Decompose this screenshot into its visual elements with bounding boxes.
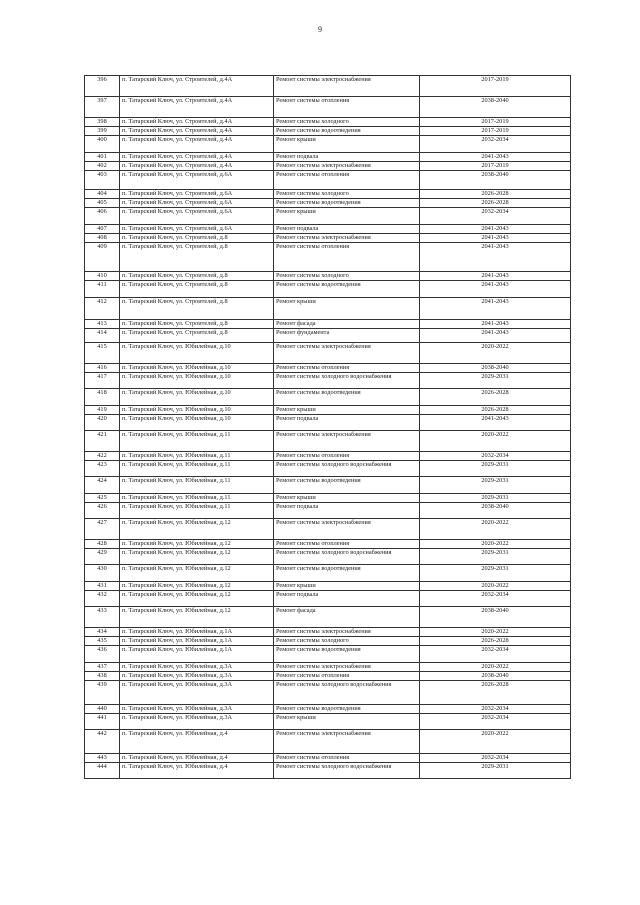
work-type-cell: Ремонт системы отопления: [274, 672, 420, 681]
table-row: [85, 76, 571, 97]
work-type-cell: Ремонт фасада: [274, 320, 420, 329]
table-row: [85, 208, 571, 225]
work-type-cell: Ремонт системы холодного водоснабжения: [274, 461, 420, 477]
row-number-cell: 431: [85, 582, 120, 591]
work-type-cell: Ремонт системы электроснабжения: [274, 663, 420, 672]
row-number-cell: 434: [85, 628, 120, 637]
address-cell: п. Татарский Ключ, ул. Юбилейная, д.4: [120, 730, 274, 754]
table-row: [85, 477, 571, 494]
row-number-cell: 428: [85, 540, 120, 549]
period-cell: 2029-2031: [420, 373, 571, 389]
work-type-cell: Ремонт системы холодного водоснабжения: [274, 549, 420, 565]
address-cell: п. Татарский Ключ, ул. Строителей, д.8: [120, 329, 274, 343]
table-row: [85, 540, 571, 549]
row-number-cell: 416: [85, 364, 120, 373]
row-number-cell: 405: [85, 199, 120, 208]
work-type-cell: Ремонт подвала: [274, 503, 420, 519]
table-row: [85, 672, 571, 681]
row-number-cell: 417: [85, 373, 120, 389]
table-row: [85, 118, 571, 127]
table-row: [85, 582, 571, 591]
work-type-cell: Ремонт системы отопления: [274, 97, 420, 118]
repair-schedule-table: [84, 75, 571, 779]
address-cell: п. Татарский Ключ, ул. Юбилейная, д.11: [120, 477, 274, 494]
address-cell: п. Татарский Ключ, ул. Юбилейная, д.11: [120, 452, 274, 461]
period-cell: 2029-2031: [420, 763, 571, 779]
row-number-cell: 442: [85, 730, 120, 754]
address-cell: п. Татарский Ключ, ул. Юбилейная, д.10: [120, 389, 274, 406]
address-cell: п. Татарский Ключ, ул. Строителей, д.6А: [120, 171, 274, 190]
period-cell: 2026-2028: [420, 199, 571, 208]
row-number-cell: 436: [85, 646, 120, 663]
work-type-cell: Ремонт подвала: [274, 225, 420, 234]
table-row: [85, 705, 571, 714]
period-cell: 2029-2031: [420, 461, 571, 477]
period-cell: 2020-2022: [420, 582, 571, 591]
address-cell: п. Татарский Ключ, ул. Строителей, д.8: [120, 243, 274, 272]
address-cell: п. Татарский Ключ, ул. Юбилейная, д.10: [120, 406, 274, 415]
work-type-cell: Ремонт системы холодного: [274, 637, 420, 646]
table-row: [85, 461, 571, 477]
work-type-cell: Ремонт системы электроснабжения: [274, 431, 420, 452]
period-cell: 2020-2022: [420, 540, 571, 549]
address-cell: п. Татарский Ключ, ул. Юбилейная, д.11: [120, 461, 274, 477]
work-type-cell: Ремонт крыши: [274, 406, 420, 415]
period-cell: 2041-2043: [420, 415, 571, 431]
row-number-cell: 402: [85, 162, 120, 171]
table-row: [85, 281, 571, 298]
row-number-cell: 425: [85, 494, 120, 503]
table-row: [85, 320, 571, 329]
table-row: [85, 549, 571, 565]
period-cell: 2041-2043: [420, 225, 571, 234]
row-number-cell: 412: [85, 298, 120, 320]
row-number-cell: 426: [85, 503, 120, 519]
address-cell: п. Татарский Ключ, ул. Юбилейная, д.11: [120, 431, 274, 452]
address-cell: п. Татарский Ключ, ул. Юбилейная, д.11: [120, 494, 274, 503]
address-cell: п. Татарский Ключ, ул. Строителей, д.8: [120, 234, 274, 243]
period-cell: 2029-2031: [420, 565, 571, 582]
table-row: [85, 153, 571, 162]
address-cell: п. Татарский Ключ, ул. Юбилейная, д.3А: [120, 663, 274, 672]
address-cell: п. Татарский Ключ, ул. Юбилейная, д.12: [120, 519, 274, 540]
work-type-cell: Ремонт системы отопления: [274, 364, 420, 373]
table-row: [85, 373, 571, 389]
period-cell: 2020-2022: [420, 663, 571, 672]
work-type-cell: Ремонт системы электроснабжения: [274, 628, 420, 637]
row-number-cell: 413: [85, 320, 120, 329]
work-type-cell: Ремонт системы электроснабжения: [274, 730, 420, 754]
period-cell: 2038-2040: [420, 503, 571, 519]
address-cell: п. Татарский Ключ, ул. Строителей, д.8: [120, 320, 274, 329]
table-row: [85, 637, 571, 646]
work-type-cell: Ремонт системы водоотведения: [274, 389, 420, 406]
table-row: [85, 494, 571, 503]
address-cell: п. Татарский Ключ, ул. Юбилейная, д.12: [120, 549, 274, 565]
period-cell: 2017-2019: [420, 118, 571, 127]
period-cell: 2038-2040: [420, 607, 571, 628]
period-cell: 2041-2043: [420, 281, 571, 298]
period-cell: 2032-2034: [420, 208, 571, 225]
row-number-cell: 415: [85, 343, 120, 364]
table-row: [85, 452, 571, 461]
period-cell: 2017-2019: [420, 76, 571, 97]
table-row: [85, 714, 571, 730]
table-row: [85, 415, 571, 431]
row-number-cell: 421: [85, 431, 120, 452]
address-cell: п. Татарский Ключ, ул. Юбилейная, д.1А: [120, 646, 274, 663]
period-cell: 2041-2043: [420, 272, 571, 281]
address-cell: п. Татарский Ключ, ул. Строителей, д.4А: [120, 136, 274, 153]
address-cell: п. Татарский Ключ, ул. Юбилейная, д.12: [120, 591, 274, 607]
row-number-cell: 411: [85, 281, 120, 298]
row-number-cell: 420: [85, 415, 120, 431]
address-cell: п. Татарский Ключ, ул. Юбилейная, д.12: [120, 582, 274, 591]
table-row: [85, 272, 571, 281]
row-number-cell: 403: [85, 171, 120, 190]
row-number-cell: 437: [85, 663, 120, 672]
row-number-cell: 398: [85, 118, 120, 127]
row-number-cell: 414: [85, 329, 120, 343]
row-number-cell: 438: [85, 672, 120, 681]
period-cell: 2017-2019: [420, 162, 571, 171]
address-cell: п. Татарский Ключ, ул. Юбилейная, д.3А: [120, 705, 274, 714]
period-cell: 2029-2031: [420, 494, 571, 503]
work-type-cell: Ремонт системы электроснабжения: [274, 76, 420, 97]
table-row: [85, 190, 571, 199]
work-type-cell: Ремонт системы отопления: [274, 540, 420, 549]
table-row: [85, 565, 571, 582]
period-cell: 2041-2043: [420, 153, 571, 162]
row-number-cell: 409: [85, 243, 120, 272]
period-cell: 2020-2022: [420, 343, 571, 364]
address-cell: п. Татарский Ключ, ул. Строителей, д.8: [120, 281, 274, 298]
table-row: [85, 136, 571, 153]
row-number-cell: 429: [85, 549, 120, 565]
period-cell: 2041-2043: [420, 243, 571, 272]
address-cell: п. Татарский Ключ, ул. Юбилейная, д.12: [120, 565, 274, 582]
period-cell: 2038-2040: [420, 97, 571, 118]
row-number-cell: 443: [85, 754, 120, 763]
address-cell: п. Татарский Ключ, ул. Юбилейная, д.10: [120, 343, 274, 364]
address-cell: п. Татарский Ключ, ул. Юбилейная, д.10: [120, 364, 274, 373]
work-type-cell: Ремонт системы холодного водоснабжения: [274, 681, 420, 705]
address-cell: п. Татарский Ключ, ул. Юбилейная, д.4: [120, 754, 274, 763]
address-cell: п. Татарский Ключ, ул. Строителей, д.4А: [120, 153, 274, 162]
table-row: [85, 298, 571, 320]
period-cell: 2032-2034: [420, 136, 571, 153]
period-cell: 2020-2022: [420, 519, 571, 540]
table-row: [85, 607, 571, 628]
address-cell: п. Татарский Ключ, ул. Строителей, д.8: [120, 272, 274, 281]
row-number-cell: 410: [85, 272, 120, 281]
row-number-cell: 408: [85, 234, 120, 243]
work-type-cell: Ремонт системы электроснабжения: [274, 234, 420, 243]
work-type-cell: Ремонт подвала: [274, 415, 420, 431]
work-type-cell: Ремонт системы отопления: [274, 754, 420, 763]
work-type-cell: Ремонт системы водоотведения: [274, 477, 420, 494]
work-type-cell: Ремонт фундамента: [274, 329, 420, 343]
row-number-cell: 407: [85, 225, 120, 234]
row-number-cell: 441: [85, 714, 120, 730]
row-number-cell: 419: [85, 406, 120, 415]
work-type-cell: Ремонт системы холодного водоснабжения: [274, 373, 420, 389]
row-number-cell: 422: [85, 452, 120, 461]
table-row: [85, 628, 571, 637]
period-cell: 2038-2040: [420, 364, 571, 373]
row-number-cell: 427: [85, 519, 120, 540]
address-cell: п. Татарский Ключ, ул. Строителей, д.4А: [120, 127, 274, 136]
period-cell: 2038-2040: [420, 171, 571, 190]
period-cell: 2041-2043: [420, 298, 571, 320]
period-cell: 2020-2022: [420, 628, 571, 637]
work-type-cell: Ремонт системы водоотведения: [274, 281, 420, 298]
row-number-cell: 444: [85, 763, 120, 779]
period-cell: 2041-2043: [420, 320, 571, 329]
work-type-cell: Ремонт системы холодного водоснабжения: [274, 763, 420, 779]
period-cell: 2017-2019: [420, 127, 571, 136]
table-row: [85, 127, 571, 136]
address-cell: п. Татарский Ключ, ул. Юбилейная, д.12: [120, 607, 274, 628]
period-cell: 2029-2031: [420, 477, 571, 494]
row-number-cell: 423: [85, 461, 120, 477]
row-number-cell: 404: [85, 190, 120, 199]
address-cell: п. Татарский Ключ, ул. Юбилейная, д.12: [120, 540, 274, 549]
row-number-cell: 430: [85, 565, 120, 582]
address-cell: п. Татарский Ключ, ул. Юбилейная, д.3А: [120, 714, 274, 730]
period-cell: 2041-2043: [420, 329, 571, 343]
table-row: [85, 389, 571, 406]
work-type-cell: Ремонт фасада: [274, 607, 420, 628]
address-cell: п. Татарский Ключ, ул. Строителей, д.6А: [120, 199, 274, 208]
address-cell: п. Татарский Ключ, ул. Строителей, д.4А: [120, 76, 274, 97]
row-number-cell: 424: [85, 477, 120, 494]
address-cell: п. Татарский Ключ, ул. Строителей, д.6А: [120, 190, 274, 199]
row-number-cell: 397: [85, 97, 120, 118]
period-cell: 2032-2034: [420, 754, 571, 763]
work-type-cell: Ремонт крыши: [274, 208, 420, 225]
work-type-cell: Ремонт системы отопления: [274, 243, 420, 272]
work-type-cell: Ремонт системы электроснабжения: [274, 162, 420, 171]
work-type-cell: Ремонт системы водоотведения: [274, 705, 420, 714]
table-row: [85, 343, 571, 364]
row-number-cell: 439: [85, 681, 120, 705]
table-row: [85, 730, 571, 754]
period-cell: 2029-2031: [420, 549, 571, 565]
work-type-cell: Ремонт крыши: [274, 714, 420, 730]
period-cell: 2026-2028: [420, 637, 571, 646]
address-cell: п. Татарский Ключ, ул. Юбилейная, д.10: [120, 415, 274, 431]
period-cell: 2032-2034: [420, 452, 571, 461]
row-number-cell: 396: [85, 76, 120, 97]
row-number-cell: 399: [85, 127, 120, 136]
row-number-cell: 433: [85, 607, 120, 628]
table-row: [85, 763, 571, 779]
address-cell: п. Татарский Ключ, ул. Юбилейная, д.1А: [120, 637, 274, 646]
table-row: [85, 199, 571, 208]
work-type-cell: Ремонт крыши: [274, 494, 420, 503]
row-number-cell: 406: [85, 208, 120, 225]
period-cell: 2032-2034: [420, 646, 571, 663]
period-cell: 2038-2040: [420, 672, 571, 681]
work-type-cell: Ремонт крыши: [274, 298, 420, 320]
page-number: 9: [318, 25, 322, 34]
address-cell: п. Татарский Ключ, ул. Юбилейная, д.10: [120, 373, 274, 389]
work-type-cell: Ремонт системы водоотведения: [274, 199, 420, 208]
address-cell: п. Татарский Ключ, ул. Юбилейная, д.11: [120, 503, 274, 519]
table-row: [85, 162, 571, 171]
table-row: [85, 364, 571, 373]
table-row: [85, 234, 571, 243]
work-type-cell: Ремонт крыши: [274, 582, 420, 591]
period-cell: 2020-2022: [420, 730, 571, 754]
work-type-cell: Ремонт системы холодного: [274, 190, 420, 199]
table-body: [85, 76, 571, 779]
period-cell: 2026-2028: [420, 389, 571, 406]
period-cell: 2032-2034: [420, 705, 571, 714]
work-type-cell: Ремонт системы водоотведения: [274, 127, 420, 136]
work-type-cell: Ремонт подвала: [274, 591, 420, 607]
address-cell: п. Татарский Ключ, ул. Юбилейная, д.3А: [120, 672, 274, 681]
period-cell: 2032-2034: [420, 714, 571, 730]
table-row: [85, 171, 571, 190]
row-number-cell: 435: [85, 637, 120, 646]
table-row: [85, 591, 571, 607]
address-cell: п. Татарский Ключ, ул. Строителей, д.8: [120, 298, 274, 320]
table-row: [85, 754, 571, 763]
work-type-cell: Ремонт системы отопления: [274, 452, 420, 461]
work-type-cell: Ремонт системы водоотведения: [274, 646, 420, 663]
period-cell: 2041-2043: [420, 234, 571, 243]
period-cell: 2026-2028: [420, 681, 571, 705]
address-cell: п. Татарский Ключ, ул. Юбилейная, д.4: [120, 763, 274, 779]
table-row: [85, 406, 571, 415]
table-row: [85, 681, 571, 705]
address-cell: п. Татарский Ключ, ул. Юбилейная, д.3А: [120, 681, 274, 705]
work-type-cell: Ремонт подвала: [274, 153, 420, 162]
table-row: [85, 519, 571, 540]
table-row: [85, 663, 571, 672]
table-row: [85, 431, 571, 452]
work-type-cell: Ремонт системы холодного: [274, 272, 420, 281]
table-row: [85, 243, 571, 272]
period-cell: 2026-2028: [420, 190, 571, 199]
address-cell: п. Татарский Ключ, ул. Строителей, д.4А: [120, 162, 274, 171]
work-type-cell: Ремонт системы электроснабжения: [274, 519, 420, 540]
table-row: [85, 646, 571, 663]
period-cell: 2032-2034: [420, 591, 571, 607]
work-type-cell: Ремонт системы водоотведения: [274, 565, 420, 582]
table-row: [85, 329, 571, 343]
address-cell: п. Татарский Ключ, ул. Строителей, д.4А: [120, 97, 274, 118]
work-type-cell: Ремонт системы отопления: [274, 171, 420, 190]
address-cell: п. Татарский Ключ, ул. Строителей, д.4А: [120, 118, 274, 127]
table-row: [85, 97, 571, 118]
address-cell: п. Татарский Ключ, ул. Строителей, д.6А: [120, 225, 274, 234]
address-cell: п. Татарский Ключ, ул. Юбилейная, д.1А: [120, 628, 274, 637]
period-cell: 2020-2022: [420, 431, 571, 452]
table-row: [85, 503, 571, 519]
row-number-cell: 432: [85, 591, 120, 607]
row-number-cell: 440: [85, 705, 120, 714]
work-type-cell: Ремонт системы холодного: [274, 118, 420, 127]
work-type-cell: Ремонт крыши: [274, 136, 420, 153]
period-cell: 2026-2028: [420, 406, 571, 415]
row-number-cell: 401: [85, 153, 120, 162]
table-row: [85, 225, 571, 234]
address-cell: п. Татарский Ключ, ул. Строителей, д.6А: [120, 208, 274, 225]
row-number-cell: 400: [85, 136, 120, 153]
work-type-cell: Ремонт системы электроснабжения: [274, 343, 420, 364]
row-number-cell: 418: [85, 389, 120, 406]
